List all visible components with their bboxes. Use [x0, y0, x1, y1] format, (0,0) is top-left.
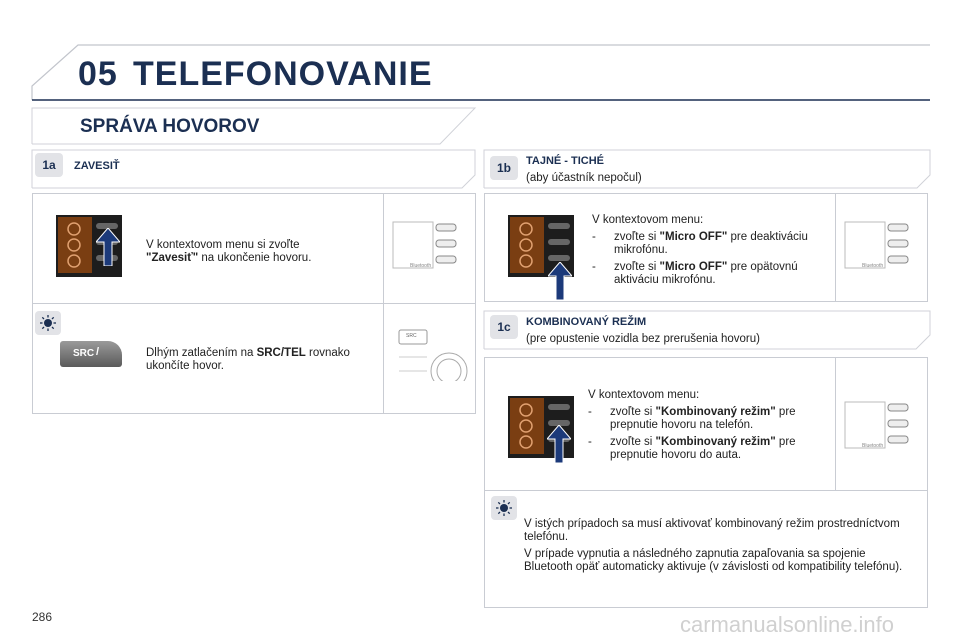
- phone-icon: /: [96, 346, 100, 358]
- text-fragment: pre prepnutie hovoru do auta.: [610, 436, 796, 461]
- tip-badge: [491, 496, 517, 520]
- text-fragment: pre prepnutie hovoru na telefón.: [610, 406, 796, 431]
- list-text: [614, 231, 832, 257]
- arrow-up-icon: [96, 228, 120, 266]
- menu-option: "Zavesiť": [146, 252, 199, 264]
- title-1c: KOMBINOVANÝ REŽIM: [526, 316, 647, 328]
- text-fragment: pre deaktiváciu mikrofónu.: [614, 231, 808, 256]
- src-button-label: SRC: [73, 348, 95, 359]
- button-name: SRC/TEL: [256, 347, 306, 359]
- frame-1a: [0, 145, 480, 190]
- text-fragment: zvoľte si: [614, 231, 660, 243]
- frame-1c: [480, 305, 940, 355]
- title-1b: TAJNÉ - TICHÉ: [526, 155, 605, 167]
- list-text: [614, 261, 832, 287]
- menu-option: "Micro OFF": [659, 231, 728, 243]
- list-text: [610, 406, 828, 432]
- screen-label: Bluetooth: [862, 263, 884, 269]
- watermark: carmanualsonline.info: [680, 612, 895, 637]
- subtitle-1c: (pre opustenie vozidla bez prerušenia hovoru): [526, 333, 760, 345]
- screen-label: Bluetooth: [410, 263, 432, 269]
- text-fragment: na ukončenie hovoru.: [198, 252, 312, 264]
- list-item: [592, 261, 832, 287]
- section-title: SPRÁVA HOVOROV: [80, 116, 260, 137]
- menu-option: "Micro OFF": [659, 261, 728, 273]
- chapter-number: 05: [78, 55, 118, 93]
- instruction-1c: [588, 389, 828, 462]
- instruction-1a-long-press: [146, 347, 381, 373]
- note-paragraph: V istých prípadoch sa musí aktivovať kombinovaný režim prostredníctvom telefónu.: [524, 518, 900, 543]
- text-fragment: Dlhým zatlačením na: [146, 347, 257, 359]
- list-dash: -: [588, 406, 592, 418]
- badge-1b: 1b: [490, 156, 518, 180]
- list-dash: -: [588, 436, 592, 448]
- badge-1a: 1a: [35, 153, 63, 177]
- lightbulb-icon: [40, 315, 56, 331]
- badge-1c: 1c: [490, 315, 518, 339]
- menu-intro: V kontextovom menu:: [588, 389, 700, 401]
- divider: [484, 490, 928, 491]
- list-dash: -: [592, 261, 596, 273]
- menu-option: "Kombinovaný režim": [655, 406, 776, 418]
- text-fragment: zvoľte si: [610, 406, 656, 418]
- menu-intro: V kontextovom menu:: [592, 214, 704, 226]
- tip-badge: [35, 311, 61, 335]
- radio-panel-label: SRC: [406, 333, 417, 339]
- instruction-1b: [592, 214, 832, 287]
- arrow-up-icon: [548, 262, 572, 300]
- text-fragment: rovnako ukončíte hovor.: [146, 347, 350, 372]
- note-1c: [524, 518, 912, 574]
- menu-option: "Kombinovaný režim": [655, 436, 776, 448]
- list-item: [592, 231, 832, 257]
- page-number: 286: [32, 610, 53, 624]
- chapter-title: TELEFONOVANIE: [133, 55, 433, 93]
- text-fragment: zvoľte si: [610, 436, 656, 448]
- title-1a: ZAVESIŤ: [74, 160, 120, 172]
- screen-label: Bluetooth: [862, 443, 884, 449]
- list-item: [588, 406, 828, 432]
- divider: [32, 303, 476, 304]
- text-fragment: pre opätovnú aktiváciu mikrofónu.: [614, 261, 798, 286]
- list-item: [588, 436, 828, 462]
- lightbulb-icon: [496, 500, 512, 516]
- list-text: [610, 436, 828, 462]
- divider: [835, 193, 836, 302]
- note-paragraph: V prípade vypnutia a následného zapnutia zapaľovania sa spojenie Bluetooth opäť automaticky aktivuje (v závislosti od kompatibility telefónu).: [524, 548, 903, 573]
- divider: [835, 357, 836, 490]
- list-dash: -: [592, 231, 596, 243]
- src-button-image: [60, 341, 122, 367]
- subtitle-1b: (aby účastník nepočul): [526, 172, 642, 184]
- instruction-1a: [146, 239, 366, 265]
- text-fragment: V kontextovom menu si zvoľte: [146, 239, 300, 251]
- text-fragment: zvoľte si: [614, 261, 660, 273]
- arrow-up-icon: [547, 425, 571, 463]
